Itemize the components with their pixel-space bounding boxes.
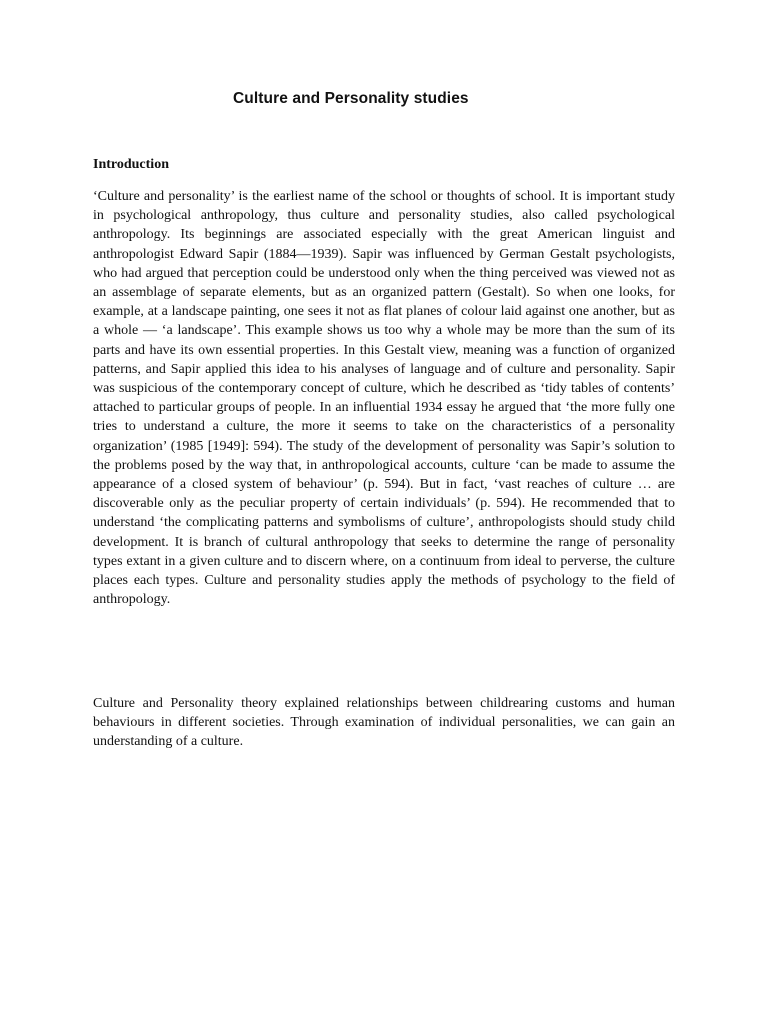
paragraph-culture-personality-theory: Culture and Personality theory explained relationships between childrearing customs and human behaviours in different societies. Through examination of individual personalities, we can gain an understanding of a culture. <box>93 696 675 750</box>
paragraph-introduction: ‘Culture and personality’ is the earliest name of the school or thoughts of school. It is important study in psychological anthropology, thus culture and personality studies, also called psychological anthropology. Its beginnings are associated especially with the great American linguist and anthropologist Edward Sapir (1884—1939). Sapir was influenced by German Gestalt psychologists, who had argued that perception could be understood only when the thing perceived was viewed not as an assemblage of separate elements, but as an organized pattern (Gestalt). So when one looks, for example, at a landscape painting, one sees it not as flat planes of colour laid against one another, but as a whole — ‘a landscape’. This example shows us too why a whole may be more than the sum of its parts and have its own essential properties. In this Gestalt view, meaning was a function of organized patterns, and Sapir applied this idea to his analyses of language and of culture and personality. Sapir was suspicious of the contemporary concept of culture, which he described as ‘tidy tables of contents’ attached to particular groups of people. In an influential 1934 essay he argued that ‘the more fully one tries to understand a culture, the more it seems to take on the characteristics of a personality organization’ (1985 [1949]: 594). The study of the development of personality was Sapir’s solution to the problems posed by the way that, in anthropological accounts, culture ‘can be made to assume the appearance of a closed system of behaviour’ (p. 594). But in fact, ‘vast reaches of culture … are discoverable only as the peculiar property of certain individuals’ (p. 594). He recommended that to understand ‘the complicating patterns and symbolisms of culture’, anthropologists should study child development. It is branch of cultural anthropology that seeks to determine the range of personality types extant in a given culture and to discern where, on a continuum from ideal to perverse, the culture places each types. Culture and personality studies apply the methods of psychology to the field of anthropology. <box>93 189 675 608</box>
section-heading-introduction: Introduction <box>93 157 169 172</box>
document-title: Culture and Personality studies <box>233 90 469 107</box>
